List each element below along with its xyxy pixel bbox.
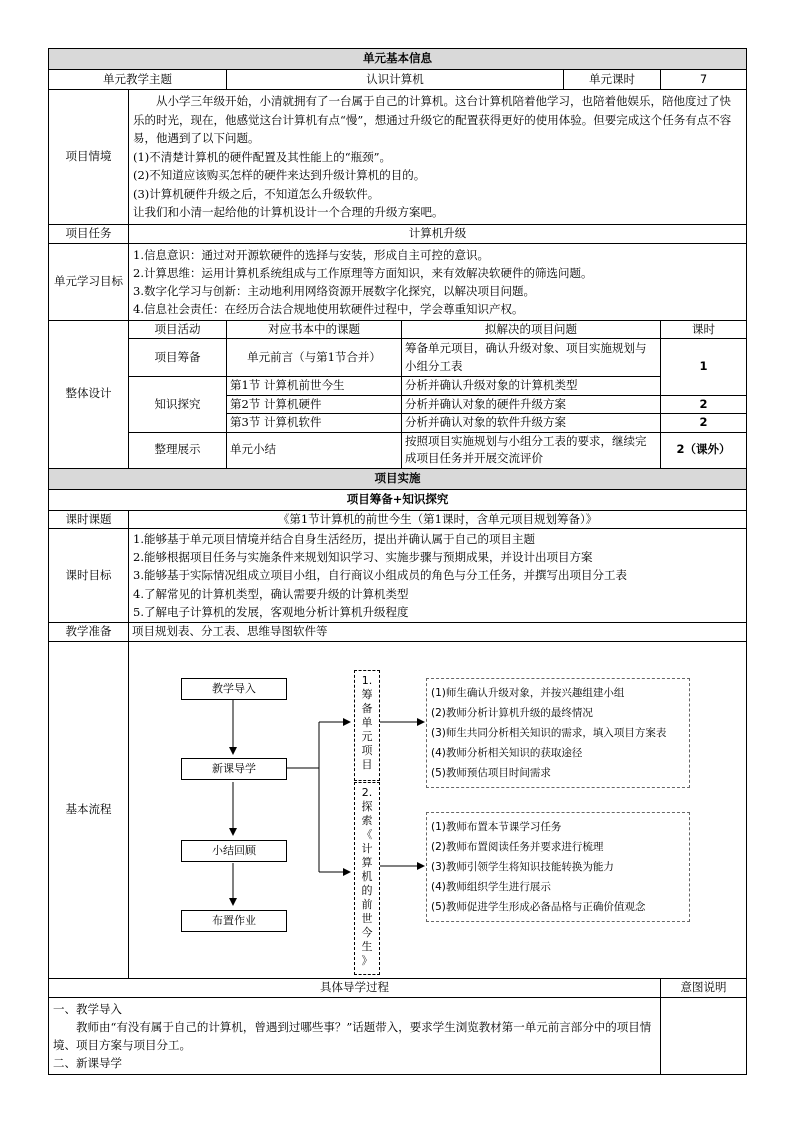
show-hours: 2（课外） <box>661 432 747 468</box>
lesson-goal-item: 3.能够基于实际情况组成立项目小组，自行商议小组成员的角色与分工任务，并撰写出项目分工表 <box>133 568 627 583</box>
process-header: 具体导学过程 <box>49 978 661 997</box>
prep-value: 项目规划表、分工表、思维导图软件等 <box>129 623 747 642</box>
implementation-subtitle: 项目筹备+知识探究 <box>49 489 747 510</box>
stage-char: 机 <box>361 869 373 883</box>
stage-char: 算 <box>361 855 373 869</box>
explore-topic: 第1节 计算机前世今生 <box>227 377 402 396</box>
task-value: 计算机升级 <box>129 224 747 243</box>
stage-char: 元 <box>361 729 373 743</box>
activity-item: (5)教师预估项目时间需求 <box>431 766 551 779</box>
explore-problem: 分析并确认对象的硬件升级方案 <box>402 395 661 414</box>
stage-prepare-unit-project <box>354 670 380 781</box>
goal-item: 2.计算思维：运用计算机系统组成与工作原理等方面知识，来有效解决软硬件的筛选问题。 <box>133 265 593 280</box>
design-header: 项目活动 <box>129 320 227 339</box>
prep-topic: 单元前言（与第1节合并） <box>227 339 402 377</box>
goal-item: 1.信息意识：通过对开源软硬件的选择与安装，形成自主可控的意识。 <box>133 247 489 262</box>
explore-activity: 知识探究 <box>129 377 227 433</box>
theme-label: 单元教学主题 <box>49 70 227 90</box>
process-section-text: 教师由“有没有属于自己的计算机，曾遇到过哪些事？”话题带入，要求学生浏览教材第一单元前言部分中的项目情境、项目方案与项目分工。 <box>53 1019 652 1052</box>
stage-char: 目 <box>361 757 373 771</box>
activity-item: (4)教师组织学生进行展示 <box>431 880 551 893</box>
stage-char: 探 <box>361 799 373 813</box>
theme-value: 认识计算机 <box>227 70 564 90</box>
show-activity: 整理展示 <box>129 432 227 468</box>
scenario-line: 从小学三年级开始，小清就拥有了一台属于自己的计算机。这台计算机陪着他学习，也陪着他娱乐，陪他度过了快乐的时光，现在，他感觉这台计算机有点“慢”，想通过升级它的配置获得更好的使用体验。但要完成这个任务有点不容易，他遇到了以下问题。 <box>133 94 732 145</box>
flow-step-new-lesson: 新课导学 <box>181 758 287 780</box>
stage-char: 今 <box>361 925 373 939</box>
activity-item: (4)教师分析相关知识的获取途径 <box>431 746 583 759</box>
explore-topic: 第3节 计算机软件 <box>227 414 402 433</box>
lesson-plan-page <box>48 48 746 1075</box>
flow-step-homework: 布置作业 <box>181 910 287 932</box>
stage-char: 2. <box>361 785 373 799</box>
design-header: 课时 <box>661 320 747 339</box>
lesson-goals <box>129 529 747 623</box>
activity-item: (1)教师布置本节课学习任务 <box>431 820 562 833</box>
intent-header: 意图说明 <box>661 978 747 997</box>
implementation-title: 项目实施 <box>49 468 747 489</box>
stage-explore-computer-history <box>354 782 380 975</box>
hours-value: 7 <box>661 70 747 90</box>
show-problem: 按照项目实施规划与小组分工表的要求，继续完成项目任务并开展交流评价 <box>402 432 661 468</box>
goals-label: 单元学习目标 <box>49 243 129 320</box>
goal-item: 4.信息社会责任：在经历合法合规地使用软硬件过程中，学会尊重知识产权。 <box>133 301 524 316</box>
stage-char: 1. <box>361 673 373 687</box>
lesson-label: 课时课题 <box>49 510 129 529</box>
scenario-line: 让我们和小清一起给他的计算机设计一个合理的升级方案吧。 <box>133 205 444 219</box>
lesson-goals-label: 课时目标 <box>49 529 129 623</box>
activity-item: (3)师生共同分析相关知识的需求，填入项目方案表 <box>431 726 667 739</box>
process-section-title: 一、教学导入 <box>53 1001 122 1016</box>
goal-item: 3.数字化学习与创新：主动地利用网络资源开展数字化探究，以解决项目问题。 <box>133 283 535 298</box>
scenario-line: (2)不知道应该购买怎样的硬件来达到升级计算机的目的。 <box>133 168 426 182</box>
stage-char: 《 <box>361 827 373 841</box>
stage-char: 生 <box>361 939 373 953</box>
stage-char: 索 <box>361 813 373 827</box>
flow-step-review: 小结回顾 <box>181 840 287 862</box>
scenario-line: (1)不清楚计算机的硬件配置及其性能上的“瓶颈”。 <box>133 149 392 164</box>
lesson-goal-item: 2.能够根据项目任务与实施条件来规划知识学习、实施步骤与预期成果，并设计出项目方案 <box>133 550 593 565</box>
scenario-label: 项目情境 <box>49 90 129 225</box>
flow-label: 基本流程 <box>49 641 129 978</box>
explore-hours: 2 <box>661 395 747 414</box>
stage-char: 项 <box>361 743 373 757</box>
lesson-goal-item: 5.了解电子计算机的发展，客观地分析计算机升级程度 <box>133 604 409 619</box>
prep-hours: 1 <box>661 339 747 396</box>
design-label: 整体设计 <box>49 320 129 468</box>
design-header: 对应书本中的课题 <box>227 320 402 339</box>
design-header: 拟解决的项目问题 <box>402 320 661 339</box>
unit-goals <box>129 243 747 320</box>
activity-item: (3)教师引领学生将知识技能转换为能力 <box>431 860 614 873</box>
stage-char: 筹 <box>361 687 373 701</box>
lesson-goal-item: 1.能够基于单元项目情境并结合自身生活经历，提出并确认属于自己的项目主题 <box>133 532 535 546</box>
stage-char: 单 <box>361 715 373 729</box>
explore-topic: 第2节 计算机硬件 <box>227 395 402 414</box>
explore-hours: 2 <box>661 414 747 433</box>
flow-cell <box>129 641 747 978</box>
unit-info-title: 单元基本信息 <box>49 49 747 70</box>
lesson-goal-item: 4.了解常见的计算机类型，确认需要升级的计算机类型 <box>133 586 409 601</box>
stage-char: 前 <box>361 897 373 911</box>
stage-char: 的 <box>361 883 373 897</box>
flowchart <box>129 642 746 978</box>
explore-problem: 分析并确认升级对象的计算机类型 <box>402 377 661 396</box>
intent-cell <box>661 997 747 1074</box>
lesson-value: 《第1节计算机的前世今生（第1课时，含单元项目规划筹备）》 <box>129 510 747 529</box>
scenario-text <box>129 90 747 225</box>
process-body <box>49 997 661 1074</box>
stage-char: 世 <box>361 911 373 925</box>
stage2-activities <box>426 812 690 922</box>
prep-problem: 筹备单元项目，确认升级对象、项目实施规划与小组分工表 <box>402 339 661 377</box>
show-topic: 单元小结 <box>227 432 402 468</box>
activity-item: (5)教师促进学生形成必备品格与正确价值观念 <box>431 900 646 913</box>
activity-item: (2)教师布置阅读任务并要求进行梳理 <box>431 840 604 853</box>
stage-char: 备 <box>361 701 373 715</box>
activity-item: (2)教师分析计算机升级的最终情况 <box>431 706 593 719</box>
scenario-line: (3)计算机硬件升级之后，不知道怎么升级软件。 <box>133 186 380 201</box>
flow-step-intro: 教学导入 <box>181 678 287 700</box>
explore-problem: 分析并确认对象的软件升级方案 <box>402 414 661 433</box>
task-label: 项目任务 <box>49 224 129 243</box>
prep-label: 教学准备 <box>49 623 129 642</box>
hours-label: 单元课时 <box>564 70 661 90</box>
process-section-title: 二、新课导学 <box>53 1055 122 1070</box>
activity-item: (1)师生确认升级对象，并按兴趣组建小组 <box>431 686 625 699</box>
stage1-activities <box>426 678 690 788</box>
prep-activity: 项目筹备 <box>129 339 227 377</box>
stage-char: 计 <box>361 841 373 855</box>
lesson-plan-table <box>48 48 747 1075</box>
stage-char: 》 <box>361 953 373 967</box>
